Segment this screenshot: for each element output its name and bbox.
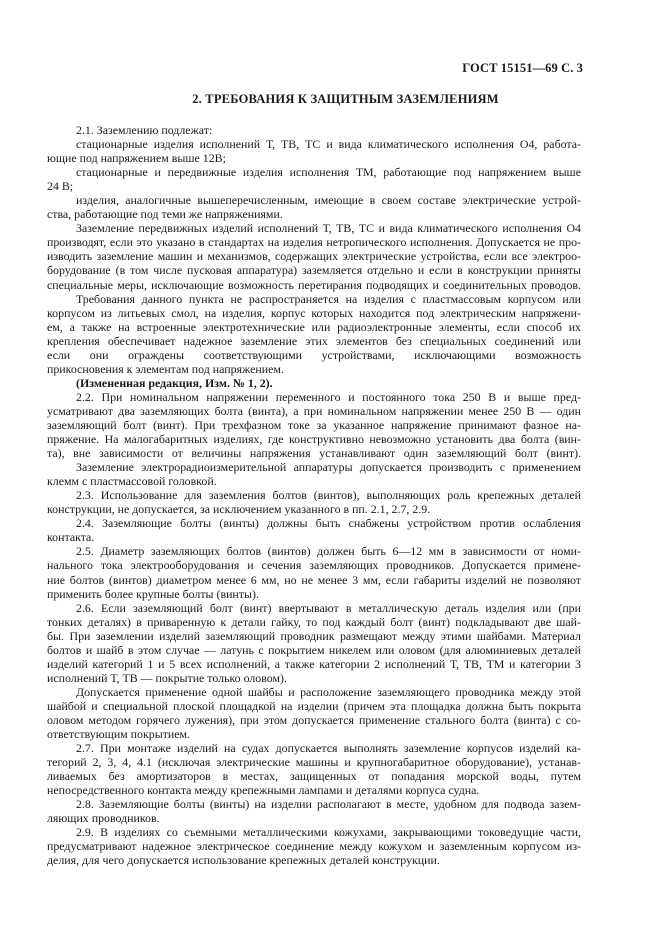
text-line: предусматривают надежное электрическое соединение между кожухом и заземленным корпусом из-	[47, 839, 581, 854]
text-line: 2.8. Заземляющие болты (винты) на изделии располагают в месте, удобном для подвода зазем-	[76, 797, 581, 812]
text-line: 2.1. Заземлению подлежат:	[76, 123, 213, 137]
text-line: конструкции, не допускается, за исключением указанного в пп. 2.1, 2.7, 2.9.	[47, 502, 431, 517]
text-line: крепления обеспечивает надежное заземление этих элементов без специальных соединений или	[47, 333, 581, 348]
document-body	[47, 123, 581, 867]
text-line: бы. При заземлении изделий заземляющий проводник размещают между этими шайбами. Материал	[47, 628, 581, 643]
text-line: прикосновения к элементам под напряжением.	[47, 361, 284, 376]
text-line: 2.4. Заземляющие болты (винты) должны быть снабжены устройством против ослабления	[76, 516, 581, 531]
text-line: делия, для чего допускается использование крепежных деталей конструкции.	[47, 853, 440, 868]
text-line: ливаемых без амортизаторов в местах, защищенных от попадания морской воды, путем	[47, 769, 581, 784]
text-line: Заземление передвижных изделий исполнений Т, ТВ, ТС и вида климатического исполнения О4	[76, 221, 581, 236]
text-line: пряжение. На малогабаритных изделиях, где конструктивно невозможно установить два болта (вин-	[47, 432, 581, 447]
text-line: производят, если это указано в стандартах на изделия нетропического исполнения. Допускается не про-	[47, 235, 581, 250]
text-line: оловом методом горячего лужения), при этом допускается применение стального болта (винта) с со-	[47, 712, 581, 727]
text-line: 2.5. Диаметр заземляющих болтов (винтов) должен быть 6—12 мм в зависимости от номи-	[76, 544, 581, 559]
text-line: нального тока электрооборудования и сечения заземляющих проводников. Допускается примене-	[47, 558, 581, 573]
text-line: болтов и шайб в этом случае — латунь с покрытием никелем или оловом (для алюминиевых деталей	[47, 642, 581, 657]
text-line: та), вне зависимости от величины напряжения устанавливают один заземляющий болт (винт).	[47, 446, 581, 461]
text-line: исполнений Т, ТВ — покрытие только оловом).	[47, 670, 287, 685]
text-line: специальные меры, исключающие возможность перетирания подводящих и соединительных проводов.	[47, 277, 581, 292]
text-line: ние болтов (винтов) диаметром менее 6 мм, но не менее 3 мм, если габариты изделий не позволяют	[47, 572, 581, 587]
page-header: ГОСТ 15151—69 С. 3	[462, 61, 583, 75]
text-line: Заземление электрорадиоизмерительной аппаратуры допускается производить с применением	[76, 460, 581, 475]
text-line: клемм с пластмассовой головкой.	[47, 474, 217, 489]
text-line: борудование (в том числе пусковая аппаратура) заземляется отдельно и если в конструкции приняты	[47, 263, 581, 278]
text-line: ем, а также на встроенные электротехнические или радиоэлектронные элементы, если способ их	[47, 319, 581, 334]
text-line: 2.9. В изделиях со съемными металлическими кожухами, закрывающими токоведущие части,	[76, 825, 581, 840]
text-line: применить более крупные болты (винты).	[47, 586, 259, 601]
text-line: 2.3. Использование для заземления болтов (винтов), выполняющих роль крепежных деталей	[76, 488, 581, 503]
section-title: 2. ТРЕБОВАНИЯ К ЗАЩИТНЫМ ЗАЗЕМЛЕНИЯМ	[192, 92, 499, 106]
text-line: изделия, аналогичные вышеперечисленным, имеющие в своем составе электрические устрой-	[76, 193, 581, 208]
text-line: ющие под напряжением выше 12В;	[47, 151, 226, 166]
text-line: стационарные и передвижные изделия исполнения ТМ, работающие под напряжением выше	[76, 165, 581, 180]
text-line: изделий категорий 1 и 5 всех исполнений, а также категории 2 исполнений Т, ТВ, ТМ и категории 3	[47, 656, 581, 671]
text-line: изводить заземление машин и механизмов, содержащих электрические устройства, если все электроо-	[47, 249, 581, 264]
text-line: стационарные изделия исполнений Т, ТВ, ТС и вида климатического исполнения О4, работа-	[76, 137, 581, 152]
text-line: заземляющий болт (винт). При трехфазном токе за указанное напряжение принимают фазное на-	[47, 417, 581, 432]
text-line: Требования данного пункта не распространяется на изделия с пластмассовым корпусом или	[76, 291, 581, 306]
text-line: тонких деталях) в приваренную к детали гайку, то под каждый болт (винт) подкладывают две шай-	[47, 614, 581, 629]
amendment-note: (Измененная редакция, Изм. № 1, 2).	[76, 375, 273, 390]
text-line: 2.7. При монтаже изделий на судах допускается выполнять заземление корпусов изделий ка-	[76, 741, 581, 756]
text-line: усматривают два заземляющих болта (винта), а при номинальном напряжении менее 250 В — один	[47, 403, 581, 418]
text-line: 2.2. При номинальном напряжении переменного и постоянного тока 250 В и выше пред-	[76, 389, 581, 404]
text-line: тегорий 2, 3, 4, 4.1 (исключая электрические машины и крупногабаритное оборудование), устанав-	[47, 755, 581, 770]
text-line: если они ограждены соответствующими устройствами, исключающими возможность	[47, 347, 581, 362]
text-line: ответствующим покрытием.	[47, 727, 191, 742]
text-line: корпусом из литьевых смол, на изделия, корпус которых находится под электрическим напряжени-	[47, 305, 581, 320]
text-line: 24 В;	[47, 179, 74, 194]
text-line: контакта.	[47, 530, 95, 545]
text-line: Допускается применение одной шайбы и расположение заземляющего проводника между этой	[76, 684, 581, 699]
text-line: шайбой и специальной плоской площадкой на изделии (причем эта площадка должна быть покрыта	[47, 698, 581, 713]
text-line: непосредственного контакта между крепежными лампами и деталями корпуса судна.	[47, 783, 480, 798]
text-line: 2.6. Если заземляющий болт (винт) ввертывают в металлическую деталь изделия или (при	[76, 600, 581, 615]
text-line: ства, работающие под теми же напряжениями.	[47, 207, 283, 222]
text-line: ляющих проводников.	[47, 811, 160, 826]
